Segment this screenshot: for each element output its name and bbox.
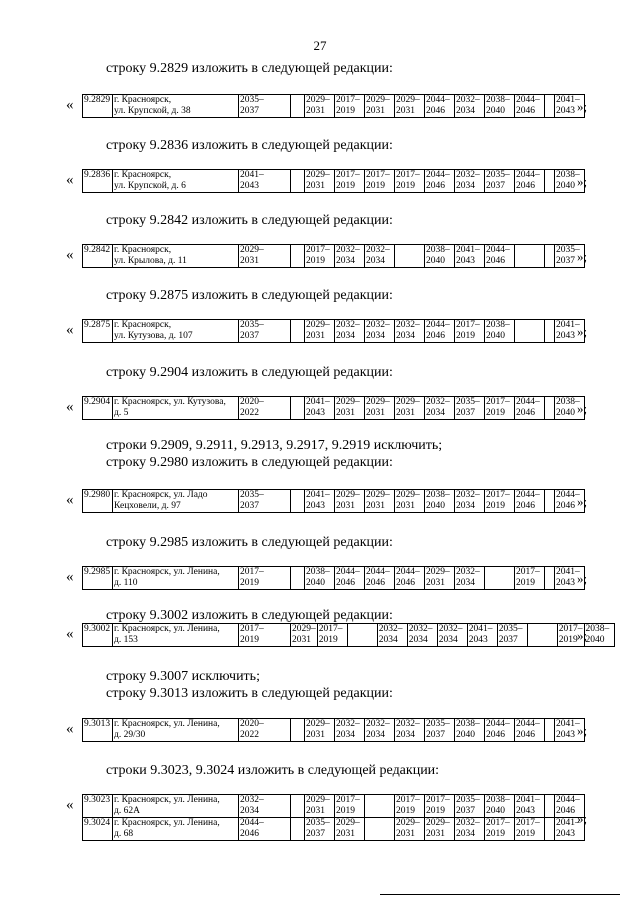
- col-2: [291, 719, 305, 742]
- quote-open: «: [66, 797, 74, 813]
- col-3: 2038– 2040: [305, 567, 335, 590]
- col-4: 2017– 2019: [335, 170, 365, 193]
- quote-open: «: [66, 322, 74, 338]
- row-number: 9.2842: [83, 245, 113, 268]
- col-4: 2032– 2034: [335, 320, 365, 343]
- col-7: 2029– 2031: [425, 567, 455, 590]
- col-4: 2029– 2031: [335, 818, 365, 841]
- record-table: [82, 794, 588, 841]
- table-row: [83, 170, 585, 193]
- col-4: 2032– 2034: [335, 719, 365, 742]
- col-7: 2029– 2031: [425, 818, 455, 841]
- col-9: 2017– 2019: [485, 818, 515, 841]
- instruction-text: строку 9.2829 изложить в следующей редакции:: [106, 61, 393, 76]
- col-11: [545, 818, 555, 841]
- address: г. Красноярск, ул. Ленина, д. 153: [113, 624, 239, 647]
- col-7: 2017– 2019: [425, 795, 455, 818]
- col-3: 2029– 2031: [305, 320, 335, 343]
- col-8: 2017– 2019: [455, 320, 485, 343]
- quote-close: »;: [577, 811, 588, 826]
- instruction-text: строку 9.3002 изложить в следующей редакции:: [106, 608, 393, 623]
- table-row: [83, 397, 585, 420]
- col-12: 2044– 2046: [555, 795, 585, 818]
- col-5: 2032– 2034: [377, 624, 407, 647]
- instruction-text: строку 9.2875 изложить в следующей редакции:: [106, 288, 393, 303]
- instruction-text: строки 9.3023, 9.3024 изложить в следующей редакции:: [106, 763, 440, 778]
- col-1: 2032– 2034: [239, 795, 291, 818]
- table-row: [83, 490, 585, 513]
- col-8: 2032– 2034: [455, 567, 485, 590]
- col-10: 2017– 2019: [515, 567, 545, 590]
- col-8: 2041– 2043: [467, 624, 497, 647]
- row-number: 9.3024: [83, 818, 113, 841]
- col-10: 2044– 2046: [515, 170, 545, 193]
- address: г. Красноярск, ул. Ленина, д. 29/30: [113, 719, 239, 742]
- quote-open: «: [66, 247, 74, 263]
- address: г. Красноярск, ул. Кутузова, д. 107: [113, 320, 239, 343]
- table-row: [83, 795, 585, 818]
- instruction-text: строку 9.2985 изложить в следующей редакции:: [106, 535, 393, 550]
- col-6: 2029– 2031: [395, 95, 425, 118]
- col-4: 2032– 2034: [335, 245, 365, 268]
- col-3: 2029– 2031: [305, 719, 335, 742]
- col-5: 2017– 2019: [365, 170, 395, 193]
- instruction-text: строку 9.2842 изложить в следующей редакции:: [106, 213, 393, 228]
- col-5: 2032– 2034: [365, 245, 395, 268]
- table-row: [83, 320, 585, 343]
- col-10: 2044– 2046: [515, 490, 545, 513]
- col-10: 2044– 2046: [515, 95, 545, 118]
- row-number: 9.3002: [83, 624, 113, 647]
- col-12: 2041– 2043: [555, 95, 585, 118]
- col-1: 2035– 2037: [239, 95, 291, 118]
- col-6: [395, 245, 425, 268]
- col-8: 2041– 2043: [455, 245, 485, 268]
- col-6: 2029– 2031: [395, 490, 425, 513]
- quote-close: »;: [577, 401, 588, 416]
- quote-close: »;: [577, 571, 588, 586]
- col-12: 2038– 2040: [555, 397, 585, 420]
- col-3: 2029– 2031: [305, 95, 335, 118]
- col-11: [545, 245, 555, 268]
- address: г. Красноярск, ул. Ладо Кецховели, д. 97: [113, 490, 239, 513]
- col-10: 2044– 2046: [515, 719, 545, 742]
- instruction-text: строку 9.2904 изложить в следующей редакции:: [106, 365, 393, 380]
- record-table: [82, 489, 588, 513]
- quote-close: »;: [577, 628, 588, 643]
- col-3: 2041– 2043: [305, 397, 335, 420]
- col-11: [545, 567, 555, 590]
- col-8: 2032– 2034: [455, 818, 485, 841]
- footer-rule: [380, 894, 620, 895]
- col-5: [365, 795, 395, 818]
- col-12: 2038– 2040: [555, 170, 585, 193]
- col-7: 2035– 2037: [425, 719, 455, 742]
- col-6: 2029– 2031: [395, 397, 425, 420]
- col-1: 2017– 2019: [239, 624, 291, 647]
- col-3: 2041– 2043: [305, 490, 335, 513]
- quote-open: «: [66, 569, 74, 585]
- col-8: 2035– 2037: [455, 795, 485, 818]
- col-12: 2044– 2046: [555, 490, 585, 513]
- col-4: 2029– 2031: [335, 490, 365, 513]
- address: г. Красноярск, ул. Крупской, д. 6: [113, 170, 239, 193]
- col-2: [291, 245, 305, 268]
- instruction-text: строки 9.2909, 9.2911, 9.2913, 9.2917, 9.2919 исключить; строку 9.2980 изложить в следующей редакции:: [106, 438, 443, 470]
- col-4: 2017– 2019: [335, 795, 365, 818]
- table-row: [83, 245, 585, 268]
- table-row: [83, 567, 585, 590]
- col-8: 2038– 2040: [455, 719, 485, 742]
- col-1: 2017– 2019: [239, 567, 291, 590]
- col-1: 2044– 2046: [239, 818, 291, 841]
- col-5: 2029– 2031: [365, 397, 395, 420]
- table-row: [83, 818, 585, 841]
- col-6: 2017– 2019: [395, 170, 425, 193]
- col-6: 2017– 2019: [395, 795, 425, 818]
- quote-open: «: [66, 172, 74, 188]
- col-7: 2044– 2046: [425, 95, 455, 118]
- col-11: [545, 795, 555, 818]
- address: г. Красноярск, ул. Крупской, д. 38: [113, 95, 239, 118]
- col-2: [291, 397, 305, 420]
- col-9: 2038– 2040: [485, 795, 515, 818]
- row-number: 9.2836: [83, 170, 113, 193]
- quote-close: »;: [577, 494, 588, 509]
- col-5: 2029– 2031: [365, 95, 395, 118]
- col-9: 2017– 2019: [485, 397, 515, 420]
- col-3: 2017– 2019: [317, 624, 347, 647]
- col-6: 2032– 2034: [407, 624, 437, 647]
- col-12: 2041– 2043: [555, 818, 585, 841]
- col-9: 2038– 2040: [485, 320, 515, 343]
- address: г. Красноярск, ул. Ленина, д. 110: [113, 567, 239, 590]
- record-table: [82, 94, 588, 118]
- quote-open: «: [66, 626, 74, 642]
- col-2: 2029– 2031: [292, 624, 316, 645]
- col-1: 2035– 2037: [239, 320, 291, 343]
- col-4: 2044– 2046: [335, 567, 365, 590]
- col-11: 2017– 2019: [558, 624, 583, 645]
- col-12: 2041– 2043: [555, 719, 585, 742]
- quote-open: «: [66, 492, 74, 508]
- table-row: [83, 624, 615, 647]
- record-table: [82, 169, 588, 193]
- record-table: [82, 718, 588, 742]
- col-2: [291, 490, 305, 513]
- col-8: 2032– 2034: [455, 170, 485, 193]
- col-7: 2044– 2046: [425, 320, 455, 343]
- col-10: 2044– 2046: [515, 397, 545, 420]
- col-5: 2032– 2034: [365, 719, 395, 742]
- record-table: [82, 566, 588, 590]
- col-9: 2017– 2019: [485, 490, 515, 513]
- col-10: [527, 624, 557, 647]
- col-11: [545, 719, 555, 742]
- table-row: [83, 95, 585, 118]
- col-3: 2017– 2019: [305, 245, 335, 268]
- quote-open: «: [66, 399, 74, 415]
- record-table: [82, 396, 588, 420]
- instruction-text: строку 9.3007 исключить; строку 9.3013 изложить в следующей редакции:: [106, 669, 393, 701]
- col-1: 2035– 2037: [239, 490, 291, 513]
- col-4: [347, 624, 377, 647]
- col-7: 2032– 2034: [425, 397, 455, 420]
- col-6: 2029– 2031: [395, 818, 425, 841]
- col-1: 2041– 2043: [239, 170, 291, 193]
- col-12: 2041– 2043: [555, 567, 585, 590]
- record-table: [82, 623, 615, 647]
- record-table: [82, 244, 588, 268]
- col-8: 2032– 2034: [455, 95, 485, 118]
- row-number: 9.3013: [83, 719, 113, 742]
- col-2: [291, 567, 305, 590]
- col-7: 2038– 2040: [425, 490, 455, 513]
- col-4: 2029– 2031: [335, 397, 365, 420]
- col-7: 2044– 2046: [425, 170, 455, 193]
- col-11: [545, 320, 555, 343]
- col-9: [485, 567, 515, 590]
- col-3: 2029– 2031: [305, 795, 335, 818]
- col-7: 2038– 2040: [425, 245, 455, 268]
- col-1: 2029– 2031: [239, 245, 291, 268]
- col-8: 2035– 2037: [455, 397, 485, 420]
- col-6: 2032– 2034: [395, 719, 425, 742]
- col-9: 2035– 2037: [497, 624, 527, 647]
- col-1: 2020– 2022: [239, 397, 291, 420]
- address: г. Красноярск, ул. Крылова, д. 11: [113, 245, 239, 268]
- col-2: [291, 320, 305, 343]
- col-2: [291, 170, 305, 193]
- row-number: 9.2829: [83, 95, 113, 118]
- col-2: [291, 795, 305, 818]
- col-5: [365, 818, 395, 841]
- quote-close: »;: [577, 723, 588, 738]
- row-number: 9.3023: [83, 795, 113, 818]
- table-row: [83, 719, 585, 742]
- col-2: [291, 95, 305, 118]
- col-11: [545, 490, 555, 513]
- col-2: [291, 818, 305, 841]
- col-12: 2035– 2037: [555, 245, 585, 268]
- address: г. Красноярск, ул. Ленина, д. 68: [113, 818, 239, 841]
- col-6: 2044– 2046: [395, 567, 425, 590]
- col-3: 2029– 2031: [305, 170, 335, 193]
- col-9: 2044– 2046: [485, 245, 515, 268]
- col-10: [515, 245, 545, 268]
- col-9: 2038– 2040: [485, 95, 515, 118]
- col-12: 2041– 2043: [555, 320, 585, 343]
- address: г. Красноярск, ул. Кутузова, д. 5: [113, 397, 239, 420]
- col-5: 2044– 2046: [365, 567, 395, 590]
- col-10: [515, 320, 545, 343]
- quote-open: «: [66, 721, 74, 737]
- quote-close: »;: [577, 249, 588, 264]
- row-number: 9.2875: [83, 320, 113, 343]
- row-number: 9.2904: [83, 397, 113, 420]
- row-number: 9.2985: [83, 567, 113, 590]
- quote-close: »;: [577, 174, 588, 189]
- row-number: 9.2980: [83, 490, 113, 513]
- col-9: 2035– 2037: [485, 170, 515, 193]
- col-10: 2017– 2019: [515, 818, 545, 841]
- address: г. Красноярск, ул. Ленина, д. 62А: [113, 795, 239, 818]
- col-8: 2032– 2034: [455, 490, 485, 513]
- col-11: [545, 397, 555, 420]
- col-7: 2032– 2034: [437, 624, 467, 647]
- col-12: 2038– 2040: [584, 624, 614, 647]
- quote-close: »;: [577, 99, 588, 114]
- quote-open: «: [66, 97, 74, 113]
- col-10: 2041– 2043: [515, 795, 545, 818]
- col-6: 2032– 2034: [395, 320, 425, 343]
- instruction-text: строку 9.2836 изложить в следующей редакции:: [106, 138, 393, 153]
- col-11: [545, 170, 555, 193]
- col-9: 2044– 2046: [485, 719, 515, 742]
- page-number: 27: [313, 38, 327, 53]
- col-5: 2029– 2031: [365, 490, 395, 513]
- col-5: 2032– 2034: [365, 320, 395, 343]
- quote-close: »;: [577, 324, 588, 339]
- record-table: [82, 319, 588, 343]
- col-11: [545, 95, 555, 118]
- col-4: 2017– 2019: [335, 95, 365, 118]
- col-3: 2035– 2037: [305, 818, 335, 841]
- col-1: 2020– 2022: [239, 719, 291, 742]
